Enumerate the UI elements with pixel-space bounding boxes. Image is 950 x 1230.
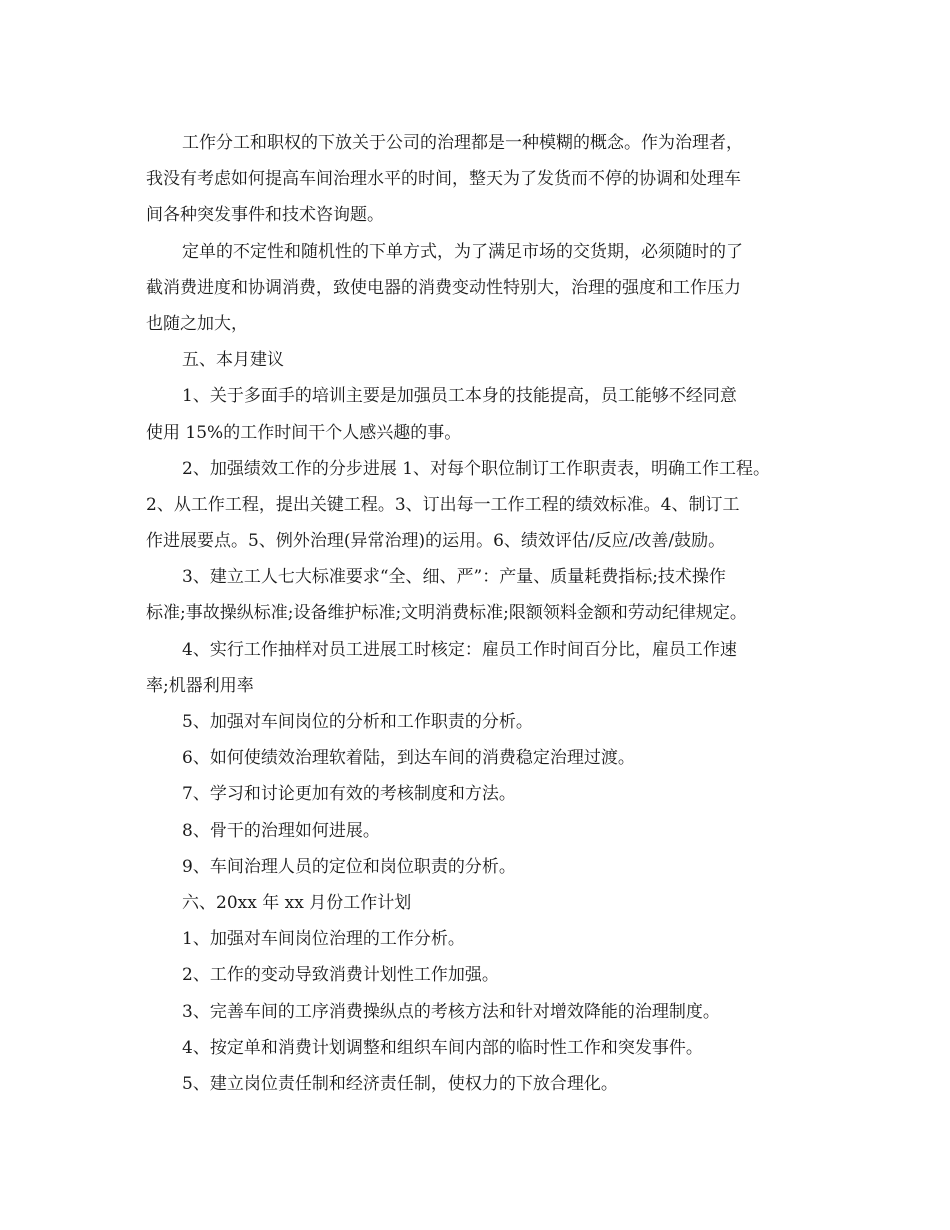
list-item-line: 5、建立岗位责任制和经济责任制，使权力的下放合理化。: [182, 1073, 618, 1094]
paragraph-line: 定单的不定性和随机性的下单方式，为了满足市场的交货期，必须随时的了: [182, 241, 743, 262]
list-item-line: 1、关于多面手的培训主要是加强员工本身的技能提高，员工能够不经同意: [182, 386, 737, 407]
section-heading: 五、本月建议: [182, 350, 284, 371]
paragraph-line: 我没有考虑如何提高车间治理水平的时间，整天为了发货而不停的协调和处理车: [146, 169, 741, 190]
document-body: [146, 125, 826, 1102]
list-item-line: 4、按定单和消费计划调整和组织车间内部的临时性工作和突发事件。: [182, 1037, 703, 1058]
list-item-line: 1、加强对车间岗位治理的工作分析。: [182, 929, 465, 950]
list-item-line: 2、从工作工程，提出关键工程。3、订出每一工作工程的绩效标准。4、制订工: [146, 494, 740, 515]
list-item-line: 5、加强对车间岗位的分析和工作职责的分析。: [182, 712, 533, 732]
list-item-line: 6、如何使绩效治理软着陆，到达车间的消费稳定治理过渡。: [182, 748, 635, 769]
list-item-line: 8、骨干的治理如何进展。: [182, 820, 380, 841]
list-item-line: 使用 15%的工作时间干个人感兴趣的事。: [146, 422, 462, 443]
list-item-line: 9、车间治理人员的定位和岗位职责的分析。: [182, 856, 516, 877]
list-item-line: 3、完善车间的工序消费操纵点的考核方法和针对增效降能的治理制度。: [182, 1001, 720, 1022]
list-item-line: 标准;事故操纵标准;设备维护标准;文明消费标准;限额领料金额和劳动纪律规定。: [146, 603, 747, 624]
list-item-line: 4、实行工作抽样对员工进展工时核定：雇员工作时间百分比，雇员工作速: [182, 639, 737, 660]
list-item-line: 2、加强绩效工作的分步进展 1、对每个职位制订工作职责表，明确工作工程。: [182, 458, 771, 479]
paragraph-line: 间各种突发事件和技术咨询题。: [146, 205, 384, 226]
list-item-line: 2、工作的变动导致消费计划性工作加强。: [182, 965, 499, 986]
list-item-line: 率;机器利用率: [146, 675, 254, 696]
section-heading: 六、20xx 年 xx 月份工作计划: [182, 892, 412, 913]
list-item-line: 3、建立工人七大标准要求“全、细、严”：产量、质量耗费指标;技术操作: [182, 567, 726, 588]
paragraph-line: 也随之加大，: [146, 313, 248, 334]
list-item-line: 作进展要点。5、例外治理(异常治理)的运用。6、绩效评估/反应/改善/鼓励。: [146, 531, 726, 552]
paragraph-line: 工作分工和职权的下放关于公司的治理都是一种模糊的概念。作为治理者，: [182, 133, 743, 153]
list-item-line: 7、学习和讨论更加有效的考核制度和方法。: [182, 784, 516, 805]
paragraph-line: 截消费进度和协调消费，致使电器的消费变动性特别大，治理的强度和工作压力: [146, 277, 741, 298]
